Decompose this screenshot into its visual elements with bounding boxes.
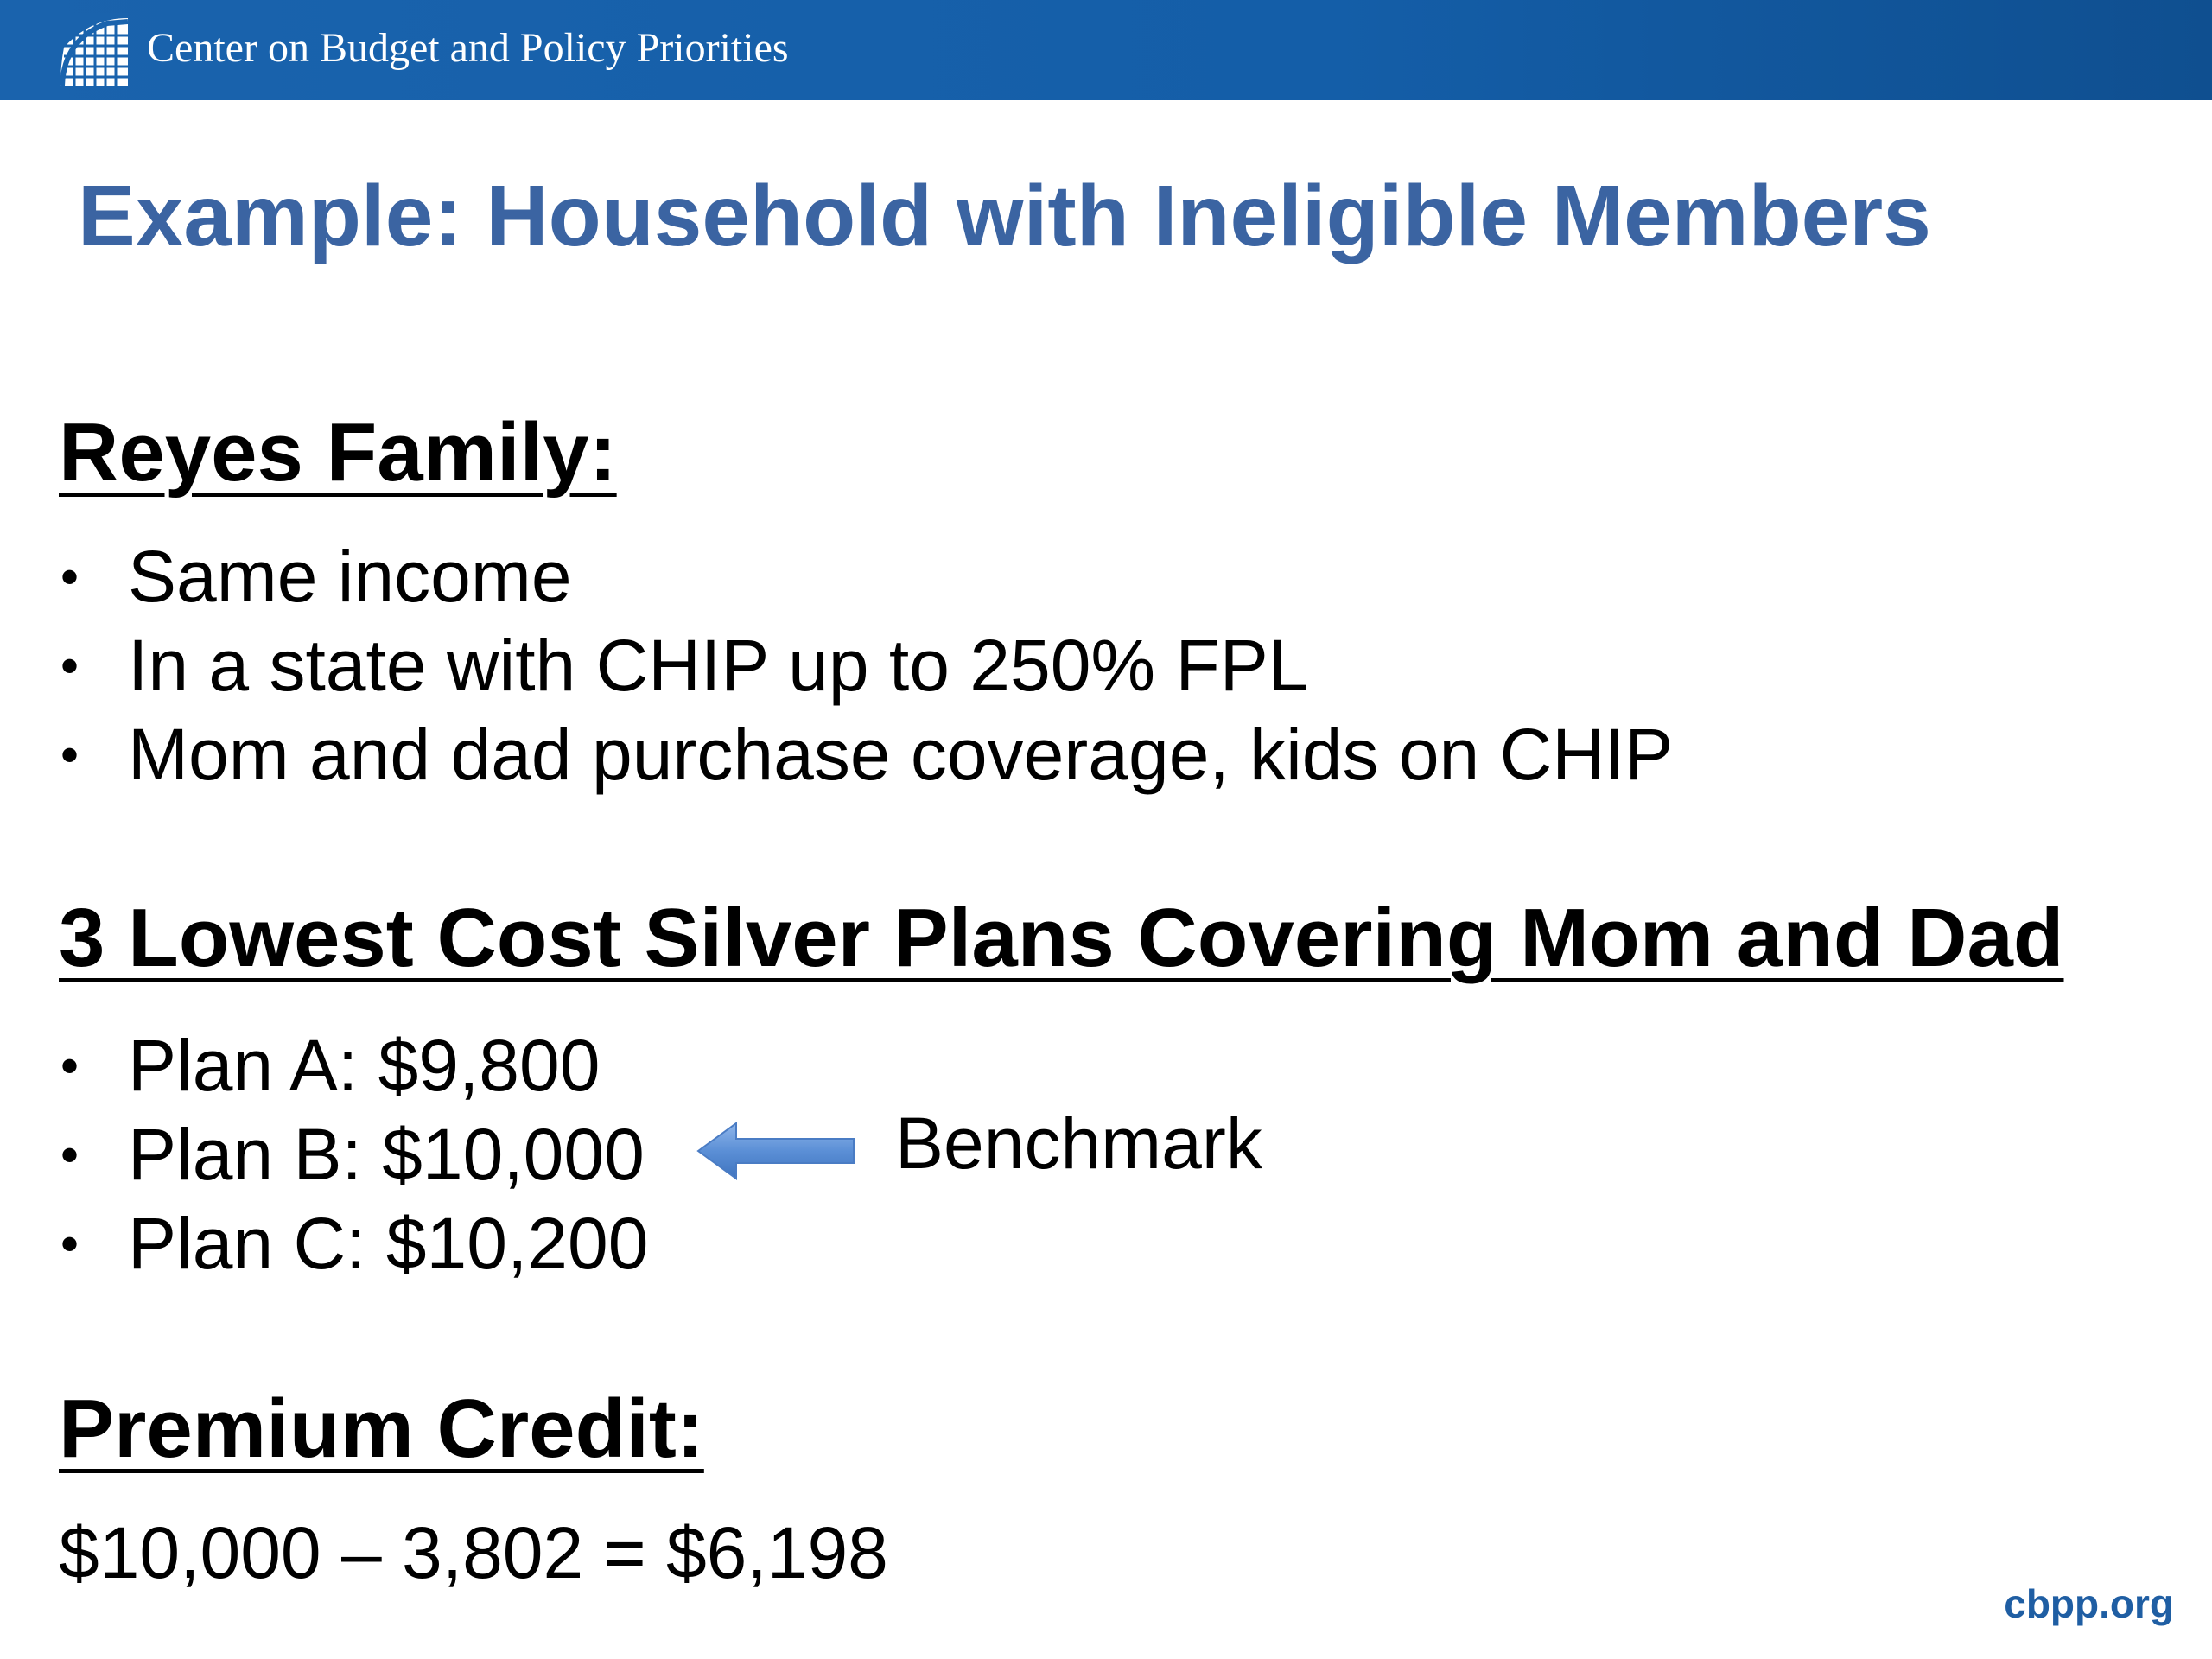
cbpp-logo-icon bbox=[55, 13, 128, 86]
benchmark-label: Benchmark bbox=[895, 1103, 1262, 1184]
footer-url: cbpp.org bbox=[2004, 1581, 2174, 1626]
credit-formula: $10,000 – 3,802 = $6,198 bbox=[59, 1512, 888, 1593]
list-item-text: Plan C: $10,200 bbox=[128, 1203, 649, 1284]
list-item-text: In a state with CHIP up to 250% FPL bbox=[128, 625, 1309, 706]
plans-heading: 3 Lowest Cost Silver Plans Covering Mom and Dad bbox=[59, 892, 2064, 984]
left-arrow-icon bbox=[696, 1122, 855, 1180]
bullet-dot: • bbox=[60, 637, 79, 695]
header-bar bbox=[0, 0, 2212, 100]
list-item bbox=[59, 532, 1673, 621]
list-item-text: Plan A: $9,800 bbox=[128, 1025, 601, 1106]
list-item bbox=[59, 621, 1673, 710]
list-item-text: Mom and dad purchase coverage, kids on CHIP bbox=[128, 714, 1674, 795]
list-item bbox=[59, 710, 1673, 799]
bullet-dot: • bbox=[60, 1037, 79, 1095]
family-bullet-list bbox=[59, 532, 1673, 799]
list-item bbox=[59, 1110, 648, 1199]
org-name: Center on Budget and Policy Priorities bbox=[147, 25, 789, 71]
credit-heading: Premium Credit: bbox=[59, 1382, 704, 1475]
slide-title: Example: Household with Ineligible Members bbox=[78, 168, 1931, 264]
bullet-dot: • bbox=[60, 1126, 79, 1184]
list-item bbox=[59, 1199, 648, 1288]
plans-bullet-list bbox=[59, 1021, 648, 1288]
bullet-dot: • bbox=[60, 1215, 79, 1273]
bullet-dot: • bbox=[60, 726, 79, 784]
list-item-text: Same income bbox=[128, 536, 572, 617]
family-heading: Reyes Family: bbox=[59, 406, 617, 499]
list-item-text: Plan B: $10,000 bbox=[128, 1114, 645, 1195]
list-item bbox=[59, 1021, 648, 1110]
bullet-dot: • bbox=[60, 548, 79, 606]
